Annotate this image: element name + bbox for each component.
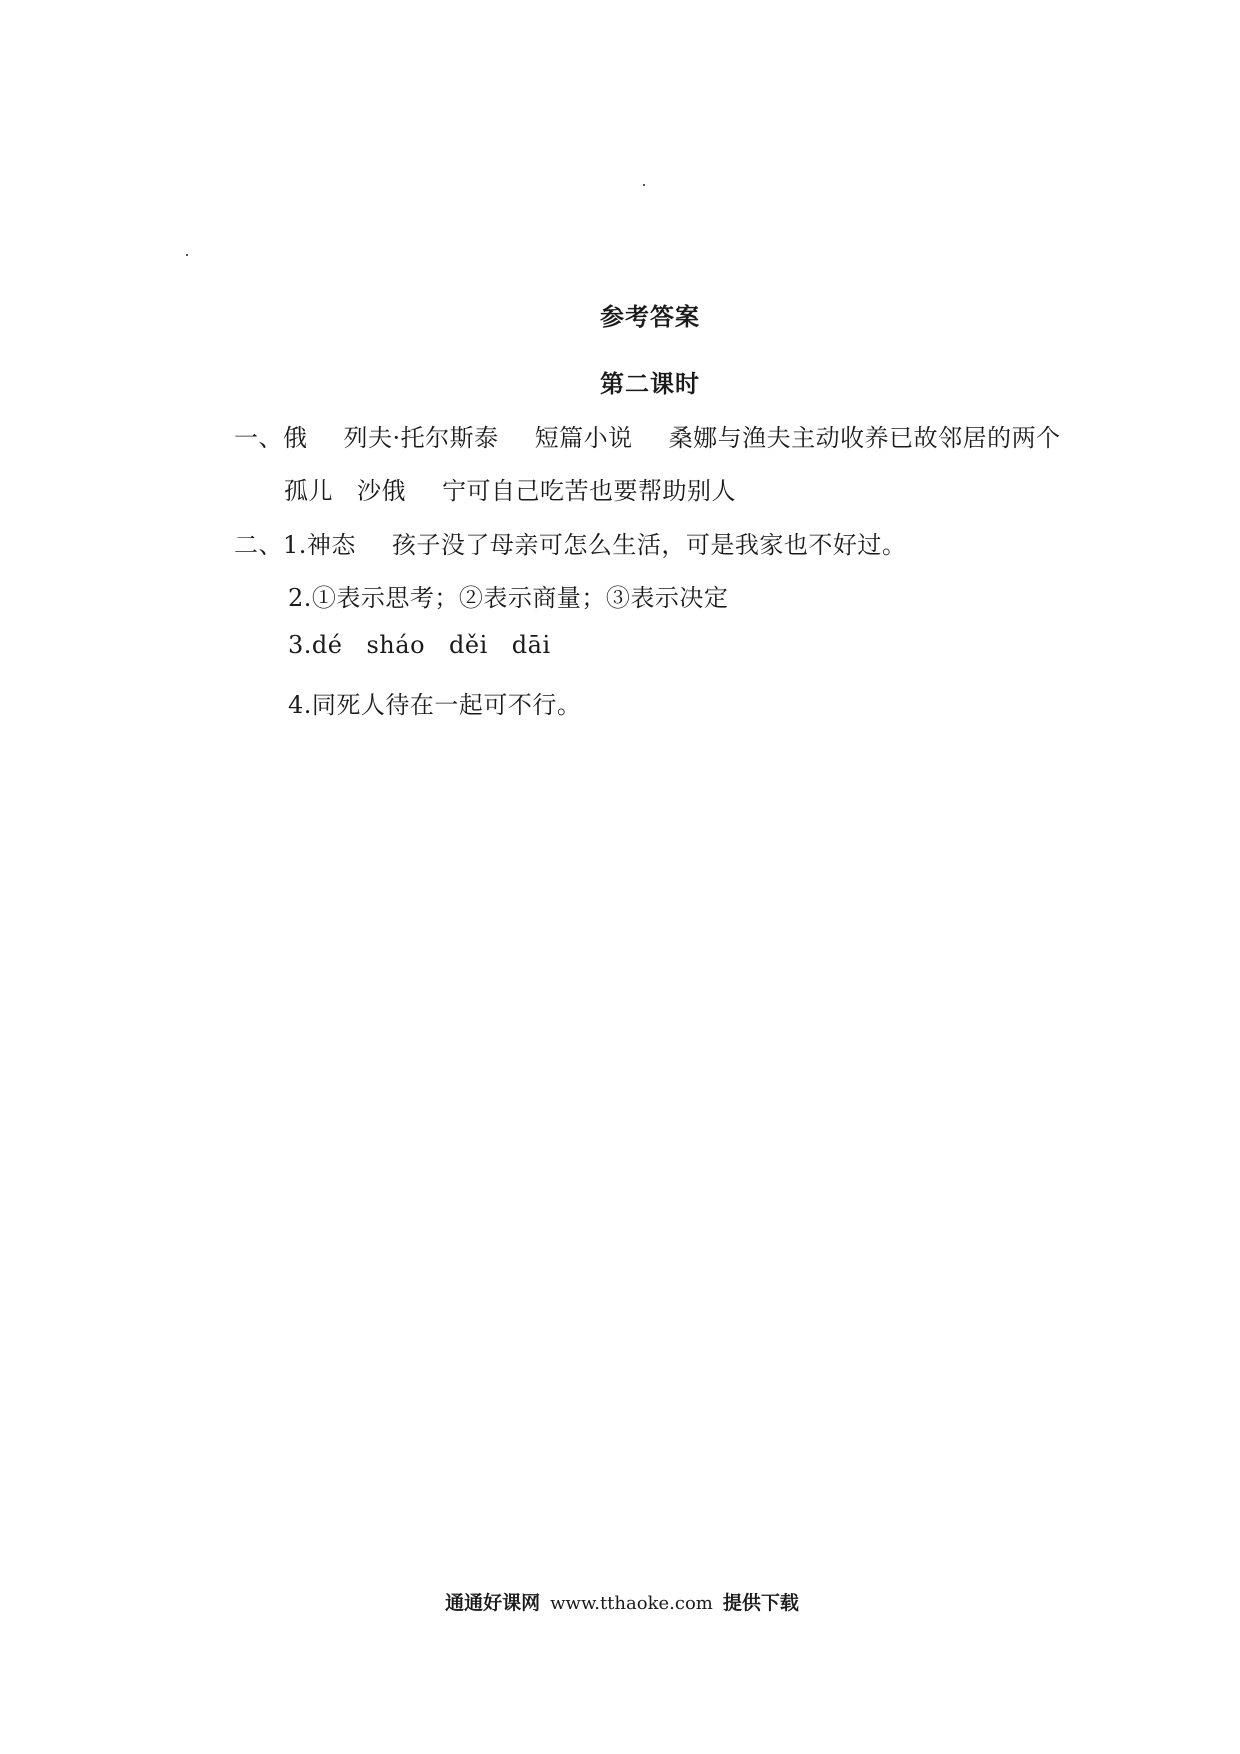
answer-item: 孤儿 — [284, 477, 333, 505]
question-number: 1. — [283, 531, 307, 559]
footer-suffix: 提供下载 — [722, 1592, 799, 1614]
answer-item: 宁可自己吃苦也要帮助别人 — [442, 477, 736, 505]
answer-text: ①表示思考；②表示商量；③表示决定 — [311, 584, 729, 612]
section-1-line-2 — [284, 471, 736, 506]
section-2-question-2 — [288, 578, 728, 613]
pinyin: dé — [311, 631, 343, 659]
answer-item: 桑娜与渔夫主动收养已故邻居的两个 — [668, 424, 1061, 452]
section-2-question-4 — [288, 685, 581, 720]
answer-text: 孩子没了母亲可怎么生活，可是我家也不好过。 — [391, 531, 907, 559]
answer-item: 俄 — [283, 424, 308, 452]
footer-url: www.tthaoke.com — [550, 1593, 713, 1614]
answer-item: 列夫·托尔斯泰 — [343, 424, 499, 452]
lesson-subtitle: 第二课时 — [600, 369, 700, 398]
question-number: 2. — [288, 584, 312, 612]
footer-site-name: 通通好课网 — [445, 1592, 541, 1614]
scan-speck — [643, 184, 645, 186]
section-2-question-3 — [288, 631, 551, 659]
pinyin: dāi — [511, 631, 551, 659]
answer-item: 短篇小说 — [534, 424, 633, 452]
section-1-line-1 — [234, 418, 1061, 453]
scan-speck — [186, 254, 188, 256]
page-footer — [0, 1588, 1240, 1615]
section-2-question-1 — [234, 525, 906, 560]
answer-text: 同死人待在一起可不行。 — [311, 691, 582, 719]
section-2-label: 二、 — [234, 531, 283, 559]
pinyin: děi — [449, 631, 488, 659]
pinyin: sháo — [366, 631, 426, 659]
answer-text: 神态 — [306, 531, 356, 559]
question-number: 3. — [288, 631, 312, 659]
section-1-label: 一、 — [234, 424, 283, 452]
question-number: 4. — [288, 691, 312, 719]
answer-item: 沙俄 — [357, 477, 406, 505]
page-title: 参考答案 — [600, 302, 700, 331]
